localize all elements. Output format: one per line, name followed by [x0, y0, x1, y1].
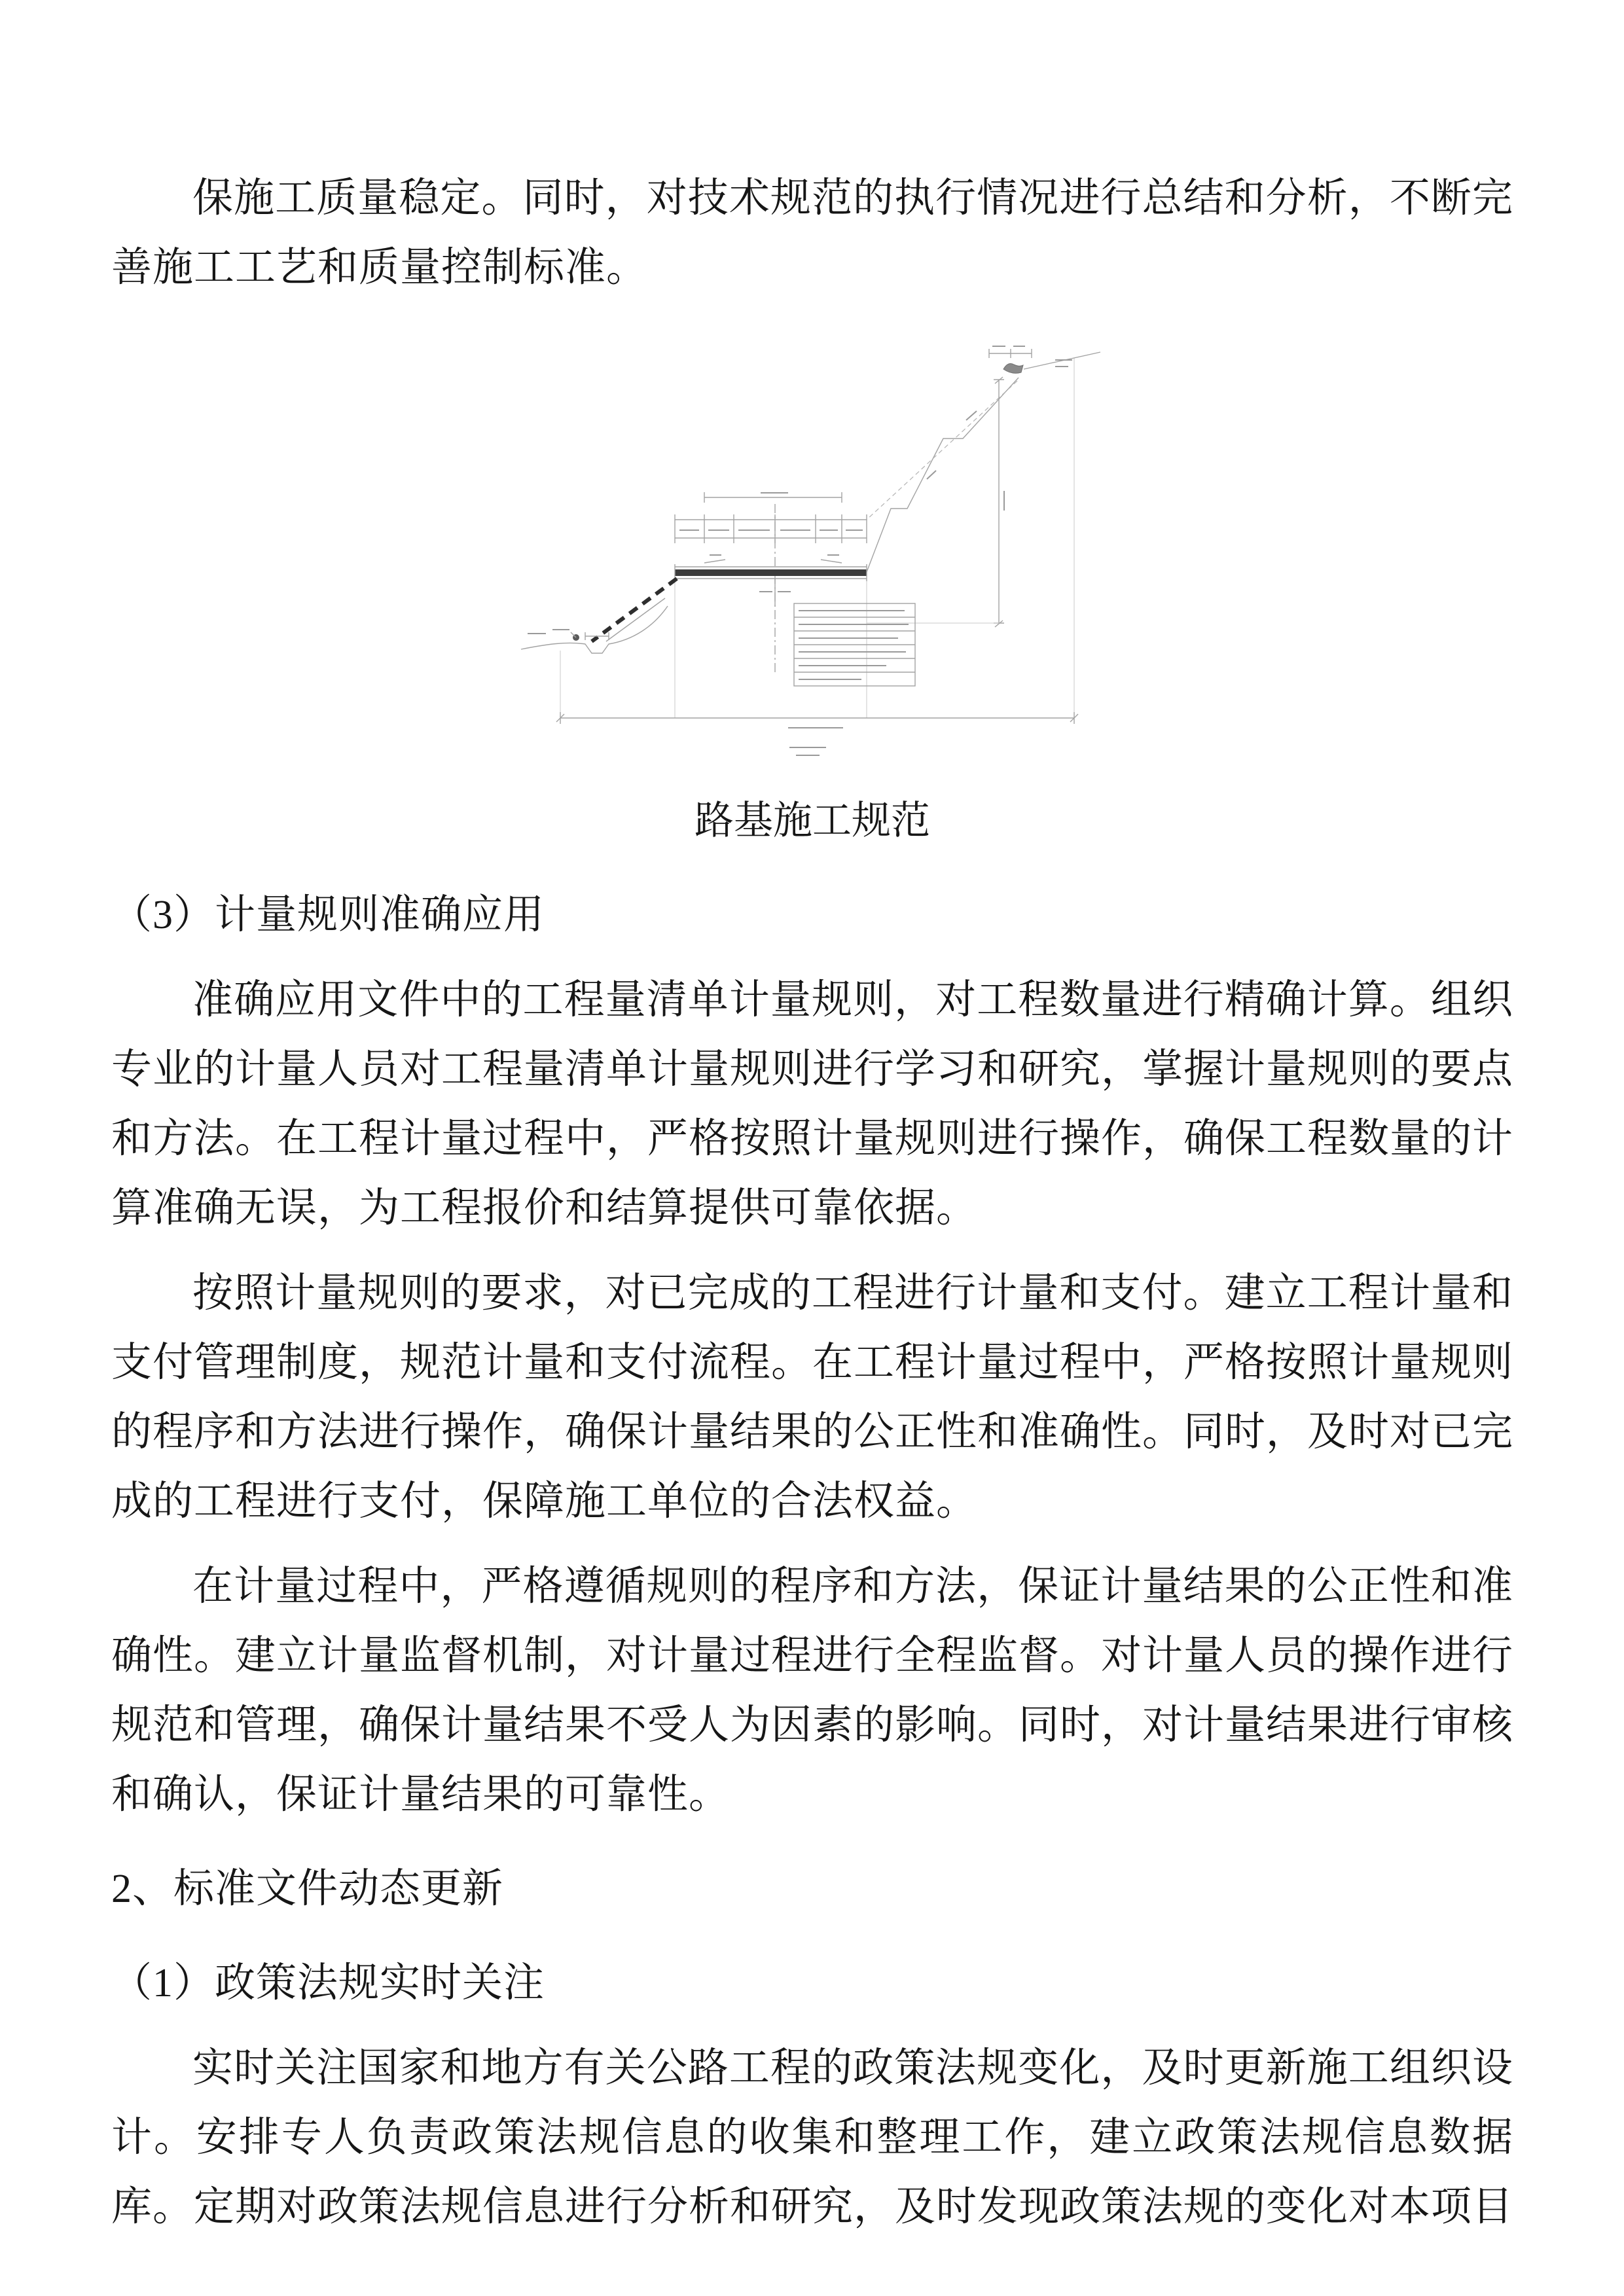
embankment-cross-section-figure: [508, 342, 1117, 764]
figure-caption: 路基施工规范: [695, 799, 930, 842]
paragraph: 实时关注国家和地方有关公路工程的政策法规变化，及时更新施工组织设计。安排专人负责政策法规信息的收集和整理工作，建立政策法规信息数据库。定期对政策法规信息进行分析和研究，及时发现政策法规的变化对本项目: [111, 2046, 1514, 2229]
paragraph: 保施工质量稳定。同时，对技术规范的执行情况进行总结和分析，不断完善施工工艺和质量控制标准。: [111, 176, 1513, 290]
notes-table: [759, 579, 915, 686]
benching-dashed-slope: [592, 579, 677, 641]
height-dimension: [867, 377, 1004, 627]
roadway-dimension-ladder: [675, 492, 867, 563]
heading-item-3: （3）计量规则准确应用: [111, 893, 545, 937]
top-slope-and-berm: [989, 346, 1100, 373]
pavement-band: [675, 564, 867, 581]
cut-slope: [867, 378, 1019, 572]
heading-section-2: 2、标准文件动态更新: [111, 1867, 504, 1911]
paragraph: 准确应用文件中的工程量清单计量规则，对工程数量进行精确计算。组织专业的计量人员对工程量清单计量规则进行学习和研究，掌握计量规则的要点和方法。在工程计量过程中，严格按照计量规则进行操作，确保工程数量的计算准确无误，为工程报价和结算提供可靠依据。: [111, 978, 1514, 1230]
page-content: [111, 164, 1513, 2257]
left-ground-and-ditch: [521, 606, 668, 653]
heading-item-1: （1）政策法规实时关注: [111, 1961, 545, 2005]
paragraph: 按照计量规则的要求，对已完成的工程进行计量和支付。建立工程计量和支付管理制度，规范计量和支付流程。在工程计量过程中，严格按照计量规则的程序和方法进行操作，确保计量结果的公正性和准确性。同时，及时对已完成的工程进行支付，保障施工单位的合法权益。: [111, 1271, 1514, 1524]
paragraph: 在计量过程中，严格遵循规则的程序和方法，保证计量结果的公正性和准确性。建立计量监督机制，对计量过程进行全程监督。对计量人员的操作进行规范和管理，确保计量结果不受人为因素的影响。同时，对计量结果进行审核和确认，保证计量结果的可靠性。: [111, 1564, 1514, 1817]
overall-width-dimension: [556, 712, 1078, 755]
embankment-cross-section-diagram: [508, 342, 1117, 764]
